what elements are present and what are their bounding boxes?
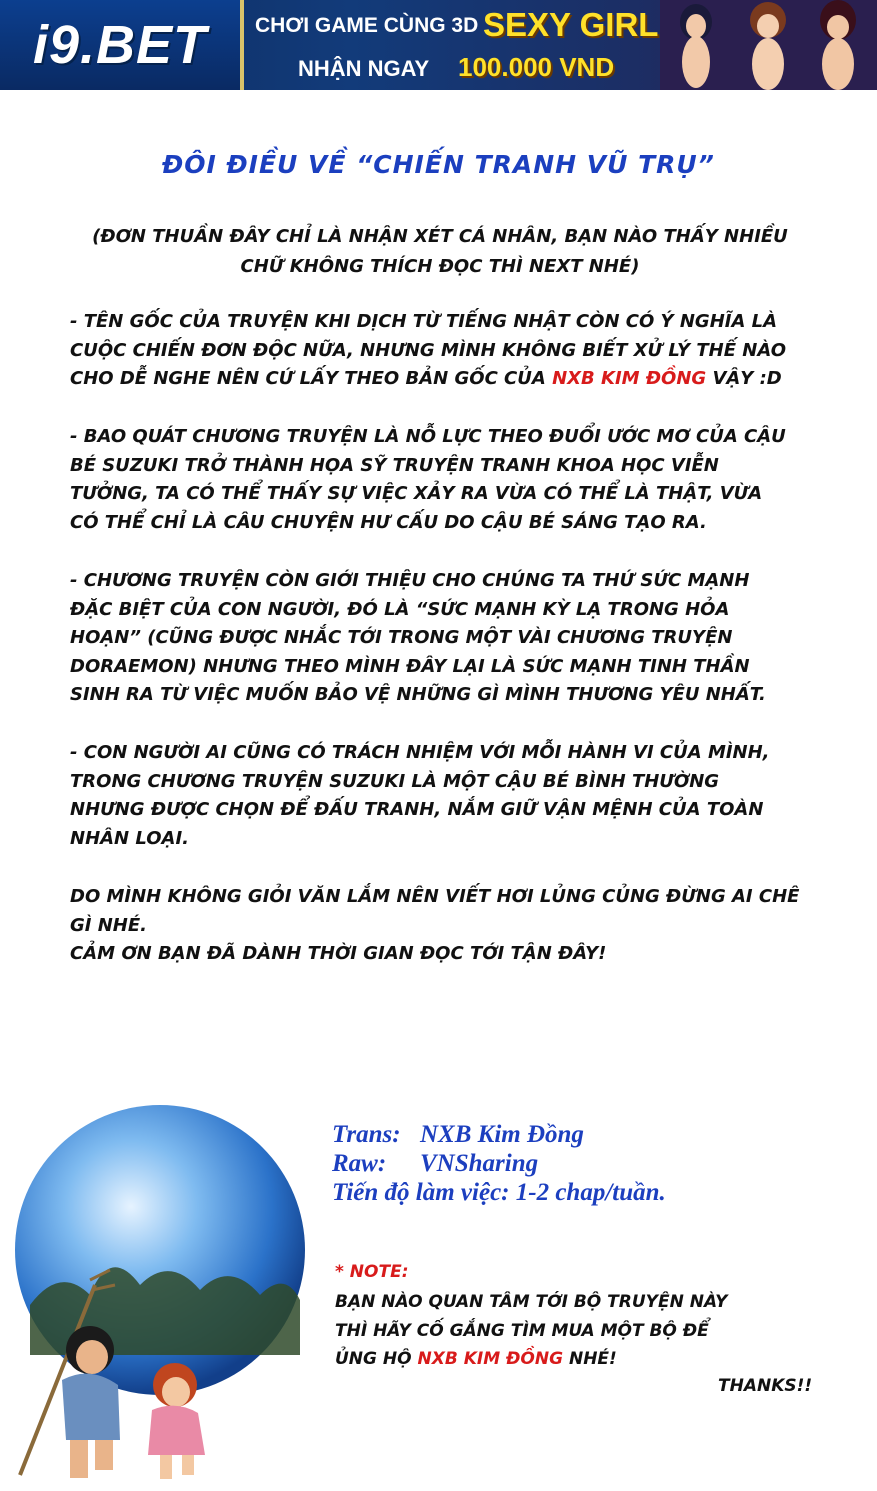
paragraph-line: - CON NGƯỜI AI CŨNG CÓ TRÁCH NHIỆM VỚI MỖI HÀNH VI CỦA MÌNH, xyxy=(70,742,770,763)
paragraph-line: GÌ NHÉ. xyxy=(70,914,148,936)
paragraph-line: CHO DỄ NGHE NÊN CỨ LẤY THEO BẢN GỐC CỦA NXB KIM ĐỒNG VẬY :D xyxy=(70,368,782,389)
credit-raw: Raw: VNSharing xyxy=(332,1150,539,1177)
paragraph-line: SINH RA TỪ VIỆC MUỐN BẢO VỆ NHỮNG GÌ MÌNH THƯƠNG YÊU NHẤT. xyxy=(70,684,766,705)
anime-characters-image xyxy=(660,0,877,90)
promo-amount: 100.000 VND xyxy=(458,52,615,82)
promo-line-1: CHƠI GAME CÙNG 3D xyxy=(255,14,479,37)
paragraph-5 xyxy=(70,883,830,969)
note-title: * NOTE: xyxy=(335,1262,409,1282)
paragraph-line: ĐẶC BIỆT CỦA CON NGƯỜI, ĐÓ LÀ “SỨC MẠNH KỲ LẠ TRONG HỎA xyxy=(70,598,730,620)
paragraph-line: - TÊN GỐC CỦA TRUYỆN KHI DỊCH TỪ TIẾNG NHẬT CÒN CÓ Ý NGHĨA LÀ xyxy=(70,311,778,332)
paragraph-line: DO MÌNH KHÔNG GIỎI VĂN LẮM NÊN VIẾT HƠI LỦNG CỦNG ĐỪNG AI CHÊ xyxy=(70,886,800,907)
paragraph-line: NHƯNG ĐƯỢC CHỌN ĐỂ ĐẤU TRANH, NẮM GIỮ VẬN MỆNH CỦA TOÀN xyxy=(70,799,764,820)
paragraph-1 xyxy=(70,308,830,394)
paragraph-line: CUỘC CHIẾN ĐƠN ĐỘC NỮA, NHƯNG MÌNH KHÔNG BIẾT XỬ LÝ THẾ NÀO xyxy=(70,339,787,361)
paragraph-line: DORAEMON) NHƯNG THEO MÌNH ĐÂY LẠI LÀ SỨC MẠNH TINH THẦN xyxy=(70,655,750,677)
credits-block xyxy=(332,1120,666,1207)
paragraph-line: - CHƯƠNG TRUYỆN CÒN GIỚI THIỆU CHO CHÚNG TA THỨ SỨC MẠNH xyxy=(70,570,750,591)
promo-highlight: SEXY GIRL xyxy=(483,6,659,43)
credit-progress: Tiến độ làm việc: 1-2 chap/tuần. xyxy=(332,1179,666,1206)
paragraph-line: HOẠN” (CŨNG ĐƯỢC NHẮC TỚI TRONG MỘT VÀI CHƯƠNG TRUYỆN xyxy=(70,627,733,648)
note-line: BẠN NÀO QUAN TÂM TỚI BỘ TRUYỆN NÀY xyxy=(335,1292,728,1312)
ad-banner[interactable] xyxy=(0,0,877,90)
paragraph-line: CÓ THỂ CHỈ LÀ CÂU CHUYỆN HƯ CẤU DO CẬU BÉ SÁNG TẠO RA. xyxy=(70,511,707,533)
globe-illustration xyxy=(0,1095,320,1491)
paragraph-line: TƯỞNG, TA CÓ THỂ THẤY SỰ VIỆC XẢY RA VỪA CÓ THỂ LÀ THẬT, VỪA xyxy=(70,483,763,504)
paragraph-line: TRONG CHƯƠNG TRUYỆN SUZUKI LÀ MỘT CẬU BÉ BÌNH THƯỜNG xyxy=(70,770,720,792)
logo-text: i9.BET xyxy=(32,15,208,75)
paragraph-2 xyxy=(70,423,830,537)
article-title: ĐÔI ĐIỀU VỀ “CHIẾN TRANH VŨ TRỤ” xyxy=(162,150,715,179)
paragraph-line: NHÂN LOẠI. xyxy=(70,827,189,849)
intro-line: CHỮ KHÔNG THÍCH ĐỌC THÌ NEXT NHÉ) xyxy=(240,256,640,277)
brand-logo[interactable] xyxy=(0,0,240,90)
credit-trans: Trans: NXB Kim Đồng xyxy=(332,1121,584,1148)
banner-divider xyxy=(240,0,244,90)
paragraph-3 xyxy=(70,567,830,710)
note-body xyxy=(335,1288,805,1374)
intro-note xyxy=(60,222,820,282)
paragraph-line: CẢM ƠN BẠN ĐÃ DÀNH THỜI GIAN ĐỌC TỚI TẬN ĐÂY! xyxy=(70,943,607,964)
paragraph-4 xyxy=(70,739,830,853)
note-line: ỦNG HỘ NXB KIM ĐỒNG NHÉ! xyxy=(335,1349,617,1369)
note-line: THÌ HÃY CỐ GẮNG TÌM MUA MỘT BỘ ĐỂ xyxy=(335,1320,709,1341)
paragraph-line: - BAO QUÁT CHƯƠNG TRUYỆN LÀ NỖ LỰC THEO ĐUỔI ƯỚC MƠ CỦA CẬU xyxy=(70,426,786,447)
publisher-name: NXB KIM ĐỒNG xyxy=(552,368,707,389)
promo-line-2: NHẬN NGAY xyxy=(298,56,430,81)
paragraph-line: BÉ SUZUKI TRỞ THÀNH HỌA SỸ TRUYỆN TRANH KHOA HỌC VIỄN xyxy=(70,454,719,476)
thanks-text: THANKS!! xyxy=(718,1376,813,1396)
publisher-name: NXB KIM ĐỒNG xyxy=(417,1349,564,1369)
intro-line: (ĐƠN THUẦN ĐÂY CHỈ LÀ NHẬN XÉT CÁ NHÂN, BẠN NÀO THẤY NHIỀU xyxy=(92,226,788,247)
